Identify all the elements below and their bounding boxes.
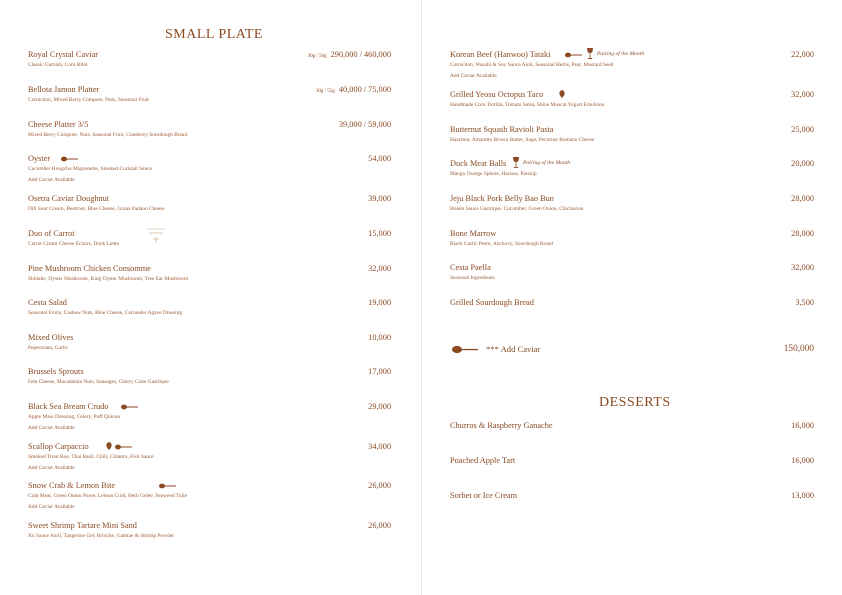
item-weight: 30g / 50g	[307, 54, 327, 59]
page-divider	[421, 0, 422, 595]
caviar-spoon-icon	[159, 483, 177, 489]
item-price: 28,000	[791, 194, 814, 203]
item-description: Cornichon, Wasabi & Soy Sauce Aioli, Seasonal Herbs, Pear, Mustard Seed	[450, 62, 614, 68]
pairing-note: Pairing of the Month	[523, 160, 571, 166]
item-weight: 30g / 55g	[315, 89, 335, 94]
item-price: 54,000	[368, 154, 391, 163]
item-price: 19,000	[368, 298, 391, 307]
item-name: Duo of Carrot	[28, 229, 75, 238]
item-description: Apple Miso Dressing, Celery, Puff Quinoa	[28, 414, 120, 420]
item-name: Korean Beef (Hanwoo) Tataki	[450, 50, 551, 59]
item-price: 32,000	[368, 264, 391, 273]
item-price: 39,000	[368, 194, 391, 203]
item-name: Bellota Jamon Platter	[28, 85, 100, 94]
item-name: Butternut Squash Ravioli Pasta	[450, 125, 554, 134]
item-note: Add Caviar Available	[28, 504, 75, 510]
item-name: Cesta Salad	[28, 298, 67, 307]
item-name: Mixed Olives	[28, 333, 74, 342]
item-description: Shiitake, Oyster Mushroom, King Oyster Mushroom, Tree Ear Mushroom	[28, 276, 189, 282]
item-price: 26,000	[368, 521, 391, 530]
item-name: Black Sea Bream Crudo	[28, 402, 109, 411]
item-price: 32,000	[791, 263, 814, 272]
section-title-desserts: DESSERTS	[599, 395, 671, 410]
item-description: Carrot Cream Cheese Eclairs, Duck Liette	[28, 241, 120, 247]
item-name: Scallop Carpaccio	[28, 442, 89, 451]
item-price: 16,000	[791, 456, 814, 465]
item-price: 39,000 / 59,000	[338, 120, 391, 129]
item-price: 16,000	[791, 421, 814, 430]
item-name: Brussels Sprouts	[28, 367, 84, 376]
caviar-spoon-icon	[115, 444, 133, 450]
item-name: Oyster	[28, 154, 51, 163]
leaf-icon	[145, 225, 167, 247]
item-name: Cheese Platter 3/5	[28, 120, 89, 129]
item-price: 22,000	[791, 50, 814, 59]
item-name: Cesta Paella	[450, 263, 491, 272]
item-description: Seasonal Ingredients	[450, 275, 495, 281]
caviar-spoon-icon	[452, 345, 478, 354]
item-description: Feta Cheese, Macadamia Nuts, Sausages, Cherry Coke Gastrique	[28, 379, 169, 385]
item-description: Hoisin Sauce Gastrique, Cucumber, Green Onion, Chicharron	[450, 206, 584, 212]
item-name: Grilled Yeosu Octopus Taco	[450, 90, 544, 99]
item-description: Hazelnut, Amaretto Brown Butter, Sage, Pecorino Romano Cheese	[450, 137, 595, 143]
item-price: 30g / 50g 290,000 / 460,000	[307, 50, 391, 59]
item-description: Dill Sour Cream, Beetroot, Blue Cheese, Grana Padano Cheese	[28, 206, 165, 212]
item-name: Bone Marrow	[450, 229, 497, 238]
item-description: Crab Meat, Green Onion Puree, Lemon Curd, Herb Gelée, Seaweed Tuile	[28, 493, 187, 499]
item-price: 25,000	[791, 125, 814, 134]
item-description: Xo Sauce Aioli, Tangerine Gel, Brioche, Gamtae & Shrimp Powder	[28, 533, 174, 539]
item-note: Add Caviar Available	[28, 425, 75, 431]
item-name: Grilled Sourdough Bread	[450, 298, 534, 307]
item-note: Add Caviar Available	[28, 465, 75, 471]
item-price: 26,000	[368, 481, 391, 490]
item-price: 30g / 55g 40,000 / 75,000	[315, 85, 391, 94]
item-name: Snow Crab & Lemon Bite	[28, 481, 116, 490]
add-caviar-label: *** Add Caviar	[486, 344, 541, 354]
item-description: Black Garlic Pesto, Anchovy, Sourdough Bread	[450, 241, 553, 247]
item-description: Smoked Trout Roe, Thai Basil, Chili, Cilantro, Fish Sauce	[28, 454, 154, 460]
item-name: Jeju Black Pork Belly Bao Bun	[450, 194, 554, 203]
item-description: Cornichon, Mixed Berry Compote, Nuts, Seasonal Fruit	[28, 97, 149, 103]
item-name: Pine Mushroom Chicken Consomme	[28, 264, 151, 273]
item-name: Royal Crystal Caviar	[28, 50, 99, 59]
section-title-small-plate: SMALL PLATE	[165, 27, 263, 42]
item-description: Peperonata, Garlic	[28, 345, 69, 351]
item-price: 20,000	[791, 159, 814, 168]
add-caviar-price: 150,000	[783, 344, 814, 354]
item-description: Mango Orange Sphere, Harissa, Parsnip	[450, 171, 537, 177]
item-price: 10,000	[368, 333, 391, 342]
item-note: Add Caviar Available	[28, 177, 75, 183]
item-price: 32,000	[791, 90, 814, 99]
item-name: Osetra Caviar Doughnut	[28, 194, 110, 203]
caviar-spoon-icon	[565, 52, 583, 58]
caviar-spoon-icon	[61, 156, 79, 162]
item-name: Sorbet or Ice Cream	[450, 491, 518, 500]
item-price: 13,000	[791, 491, 814, 500]
item-price: 29,000	[368, 402, 391, 411]
item-name: Poached Apple Tart	[450, 456, 516, 465]
item-description: Seasonal Fruits, Cashew Nuts, Blue Cheese, Coriander Agave Dressing	[28, 310, 183, 316]
leaf-icon	[104, 441, 114, 451]
item-description: Cucumber Hongcho Mignonette, Smoked Cocktail Sauce	[28, 166, 152, 172]
item-price: 3,500	[795, 298, 814, 307]
item-description: Handmade Corn Tortilla, Tomato Salsa, Shine Muscat Yogurt Emulsion	[450, 102, 605, 108]
pairing-note: Pairing of the Month	[597, 51, 645, 57]
item-name: Duck Meat Balls	[450, 159, 507, 168]
item-description: Classic Garnish, Corn Blini	[28, 62, 88, 68]
item-description: Mixed Berry Compote, Nuts, Seasonal Fruit, Cranberry Sourdough Bread	[28, 132, 188, 138]
item-price: 34,000	[368, 442, 391, 451]
item-name: Churros & Raspberry Ganache	[450, 421, 553, 430]
leaf-icon	[557, 89, 567, 99]
item-price: 15,000	[368, 229, 391, 238]
caviar-spoon-icon	[121, 404, 139, 410]
item-name: Sweet Shrimp Tartare Mini Sand	[28, 521, 137, 530]
item-note: Add Caviar Available	[450, 73, 497, 79]
item-price: 28,000	[791, 229, 814, 238]
wine-glass-icon	[512, 157, 520, 169]
item-price: 17,000	[368, 367, 391, 376]
wine-glass-icon	[586, 48, 594, 60]
